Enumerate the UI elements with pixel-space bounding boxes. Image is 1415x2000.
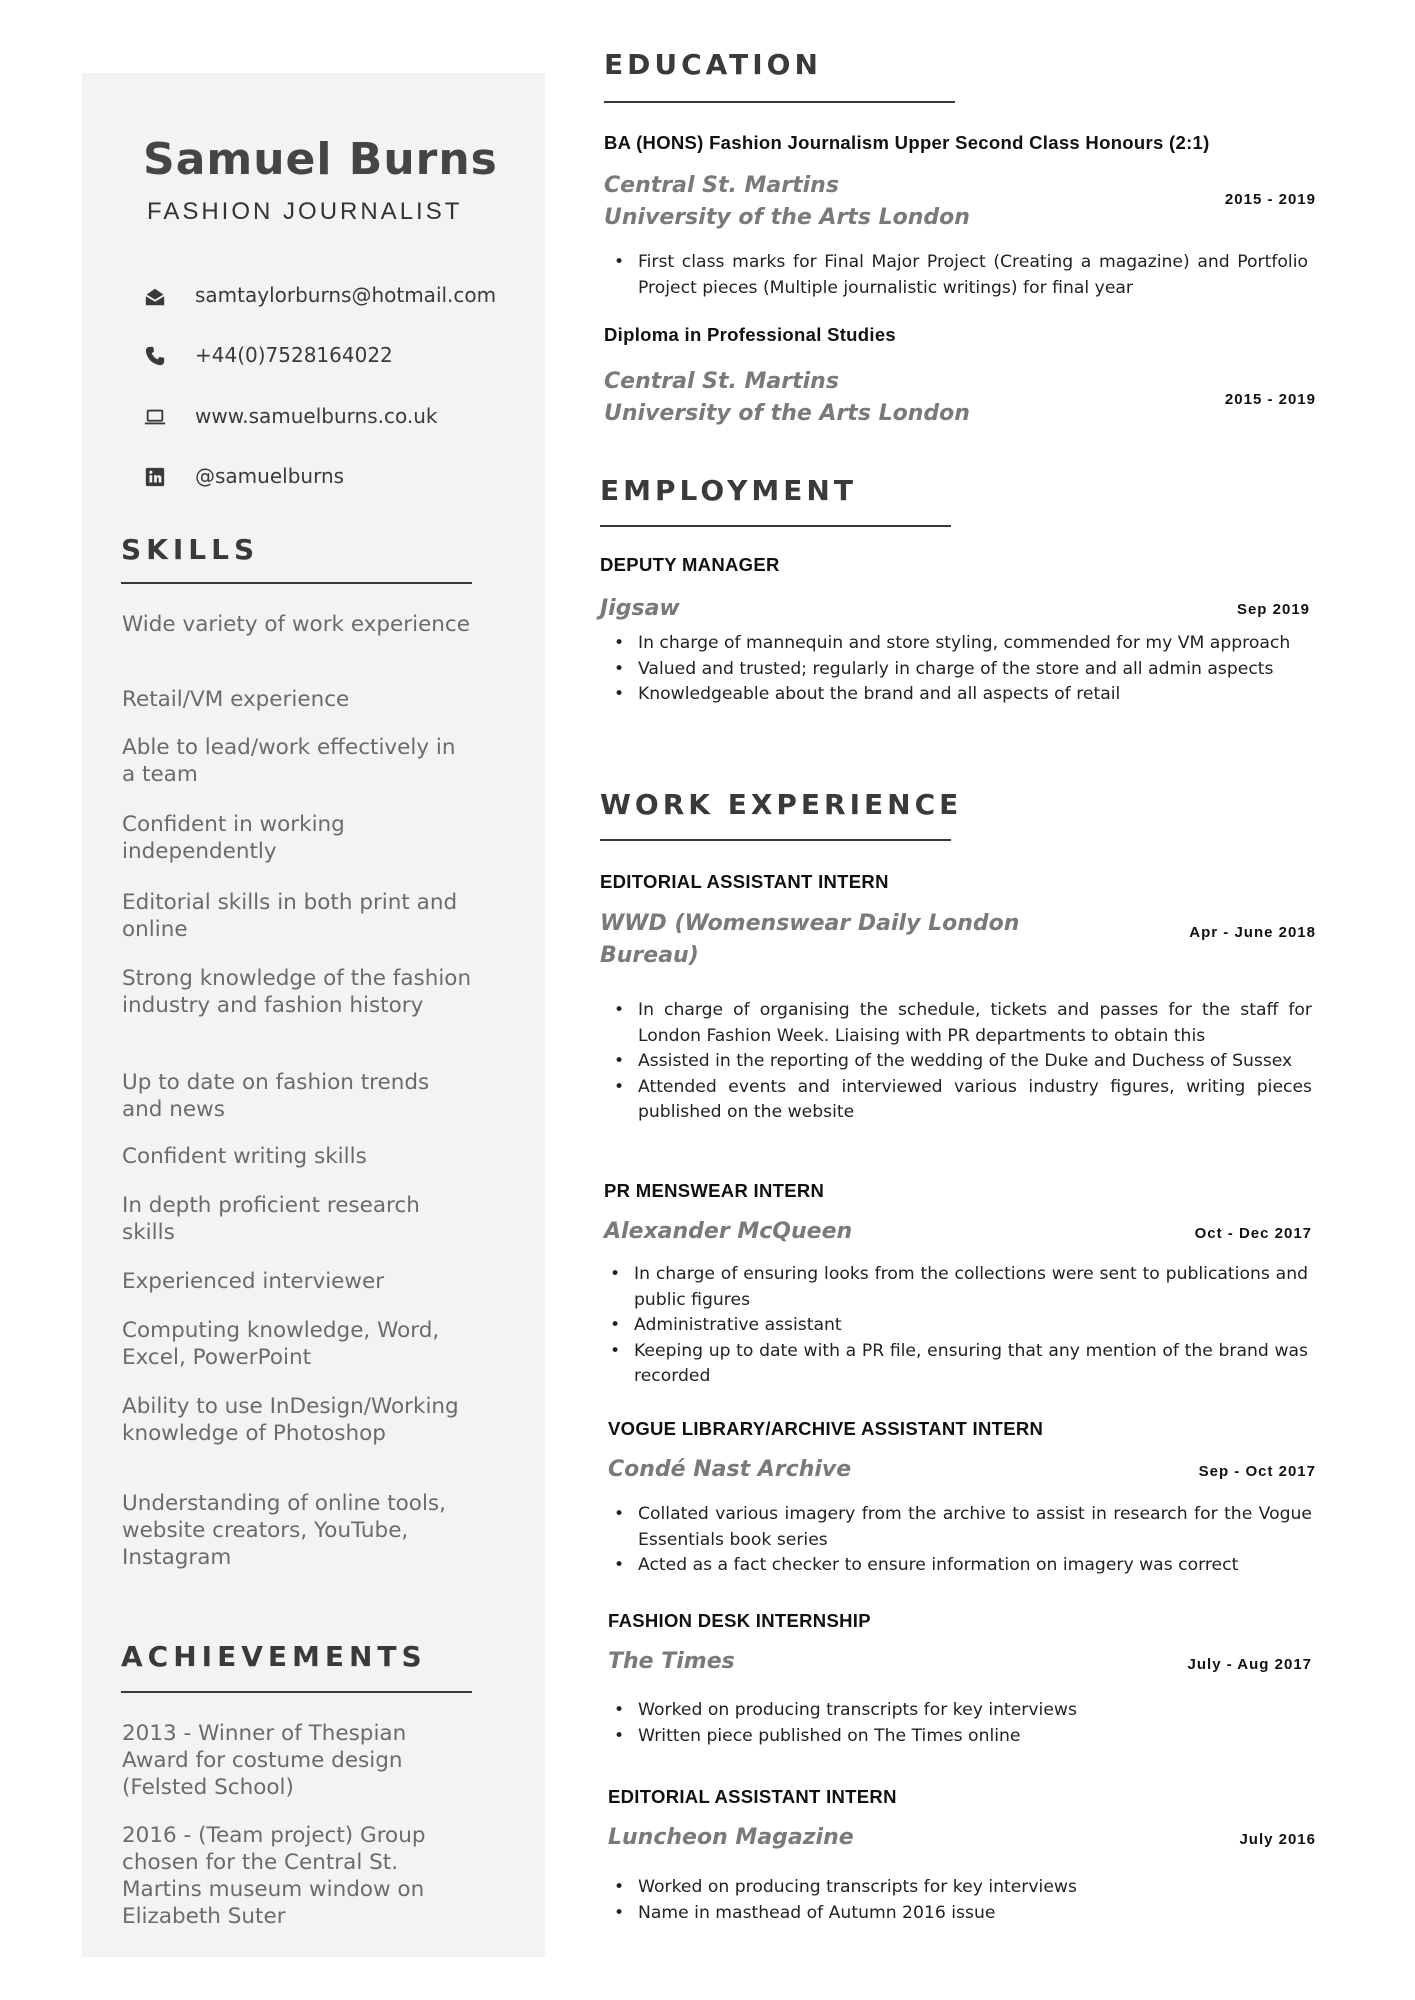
- list-item: • Valued and trusted; regularly in charge of the store and all admin aspects: [604, 657, 1312, 683]
- bullet-list: [600, 1262, 1308, 1390]
- job-title: FASHION DESK INTERNSHIP: [608, 1610, 871, 1631]
- bullet-list: [604, 631, 1312, 708]
- skills-heading: SKILLS: [121, 533, 260, 566]
- skill-item: Retail/VM experience: [122, 687, 350, 712]
- list-item: • Attended events and interviewed various industry figures, writing pieces published on the website: [604, 1075, 1312, 1126]
- skill-item: Wide variety of work experience: [122, 612, 470, 637]
- person-name: Samuel Burns: [143, 134, 498, 185]
- institution-name: University of the Arts London: [604, 205, 970, 230]
- job-title: EDITORIAL ASSISTANT INTERN: [600, 871, 889, 892]
- degree-title: BA (HONS) Fashion Journalism Upper Second Class Honours (2:1): [604, 132, 1210, 153]
- list-item: • First class marks for Final Major Project (Creating a magazine) and Portfolio Project pieces (Multiple journalistic writings) for final year: [604, 250, 1308, 301]
- list-item: • Worked on producing transcripts for key interviews: [604, 1875, 1312, 1901]
- skill-item: Experienced interviewer: [122, 1269, 385, 1294]
- skill-item: Ability to use InDesign/Working knowledge of Photoshop: [122, 1394, 459, 1446]
- date-range: July 2016: [1239, 1831, 1316, 1848]
- skill-item: Up to date on fashion trends and news: [122, 1070, 430, 1122]
- employer-name: Alexander McQueen: [604, 1219, 853, 1244]
- list-item: • Worked on producing transcripts for key interviews: [604, 1698, 1312, 1724]
- skill-item: In depth proficient research skills: [122, 1193, 420, 1245]
- job-title: EDITORIAL ASSISTANT INTERN: [608, 1786, 897, 1807]
- employment-heading: EMPLOYMENT: [600, 474, 857, 507]
- degree-title: Diploma in Professional Studies: [604, 324, 896, 345]
- work-experience-divider: [600, 839, 951, 841]
- list-item: • Administrative assistant: [600, 1313, 1308, 1339]
- list-item: • In charge of ensuring looks from the collections were sent to publications and public figures: [600, 1262, 1308, 1313]
- institution-name: Central St. Martins: [604, 369, 839, 394]
- bullet-list: [604, 250, 1308, 301]
- list-item: • Assisted in the reporting of the wedding of the Duke and Duchess of Sussex: [604, 1049, 1312, 1075]
- website-text[interactable]: www.samuelburns.co.uk: [195, 404, 438, 428]
- institution-name: University of the Arts London: [604, 401, 970, 426]
- date-range: July - Aug 2017: [1187, 1656, 1312, 1673]
- list-item: • Keeping up to date with a PR file, ensuring that any mention of the brand was recorded: [600, 1339, 1308, 1390]
- list-item: • Written piece published on The Times online: [604, 1724, 1312, 1750]
- laptop-icon: [144, 406, 166, 428]
- skill-item: Understanding of online tools, website creators, YouTube, Instagram: [122, 1491, 446, 1570]
- achievements-divider: [121, 1691, 472, 1693]
- phone-icon: [144, 345, 166, 367]
- achievement-item: 2016 - (Team project) Group chosen for the Central St. Martins museum window on Elizabeth Suter: [122, 1823, 426, 1929]
- email-text[interactable]: samtaylorburns@hotmail.com: [195, 283, 497, 307]
- job-title: VOGUE LIBRARY/ARCHIVE ASSISTANT INTERN: [608, 1418, 1044, 1439]
- date-range: 2015 - 2019: [1224, 191, 1316, 208]
- job-title: PR MENSWEAR INTERN: [604, 1180, 825, 1201]
- date-range: Sep - Oct 2017: [1198, 1463, 1316, 1480]
- bullet-list: [604, 1502, 1312, 1579]
- skill-item: Confident in working independently: [122, 812, 345, 864]
- education-heading: EDUCATION: [604, 48, 822, 81]
- date-range: Oct - Dec 2017: [1194, 1225, 1312, 1242]
- education-divider: [604, 101, 955, 103]
- skill-item: Able to lead/work effectively in a team: [122, 735, 456, 787]
- job-title: FASHION JOURNALIST: [147, 198, 463, 225]
- employer-name: Jigsaw: [600, 596, 680, 621]
- employer-name: Luncheon Magazine: [608, 1825, 854, 1850]
- list-item: • In charge of mannequin and store styling, commended for my VM approach: [604, 631, 1312, 657]
- skill-item: Computing knowledge, Word, Excel, PowerPoint: [122, 1318, 440, 1370]
- achievement-item: 2013 - Winner of Thespian Award for costume design (Felsted School): [122, 1721, 407, 1800]
- achievements-heading: ACHIEVEMENTS: [121, 1640, 427, 1673]
- skill-item: Confident writing skills: [122, 1144, 367, 1169]
- phone-text[interactable]: +44(0)7528164022: [195, 343, 393, 367]
- linkedin-icon: [144, 466, 166, 488]
- list-item: • Name in masthead of Autumn 2016 issue: [604, 1901, 1312, 1927]
- date-range: Sep 2019: [1236, 601, 1310, 618]
- date-range: Apr - June 2018: [1189, 924, 1316, 941]
- list-item: • Collated various imagery from the archive to assist in research for the Vogue Essentials book series: [604, 1502, 1312, 1553]
- work-experience-heading: WORK EXPERIENCE: [600, 788, 963, 821]
- list-item: • Knowledgeable about the brand and all aspects of retail: [604, 682, 1312, 708]
- date-range: 2015 - 2019: [1224, 391, 1316, 408]
- bullet-list: [604, 1698, 1312, 1749]
- employer-name: WWD (Womenswear Daily London Bureau): [600, 911, 1020, 968]
- bullet-list: [604, 1875, 1312, 1926]
- skills-divider: [121, 582, 472, 584]
- bullet-list: [604, 998, 1312, 1126]
- employer-name: Condé Nast Archive: [608, 1457, 852, 1482]
- employer-name: The Times: [608, 1649, 735, 1674]
- list-item: • Acted as a fact checker to ensure information on imagery was correct: [604, 1553, 1312, 1579]
- linkedin-text[interactable]: @samuelburns: [195, 464, 345, 488]
- envelope-icon: [144, 286, 166, 308]
- skill-item: Strong knowledge of the fashion industry and fashion history: [122, 966, 472, 1018]
- employment-divider: [600, 525, 951, 527]
- job-title: DEPUTY MANAGER: [600, 554, 780, 575]
- skill-item: Editorial skills in both print and online: [122, 890, 458, 942]
- list-item: • In charge of organising the schedule, tickets and passes for the staff for London Fashion Week. Liaising with PR departments to obtain this: [604, 998, 1312, 1049]
- institution-name: Central St. Martins: [604, 173, 839, 198]
